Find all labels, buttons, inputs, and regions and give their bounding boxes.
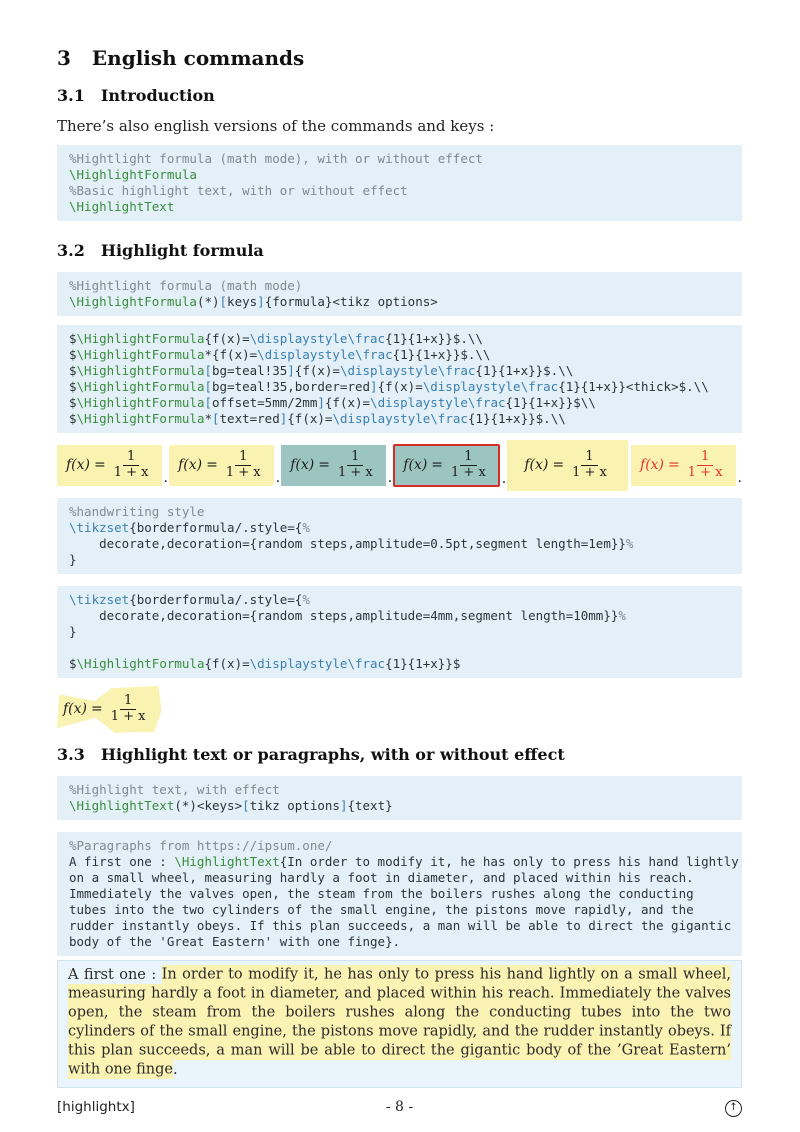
code-line: [69, 782, 730, 798]
fraction-numerator: 1: [347, 450, 363, 466]
math-equals: =: [318, 457, 330, 474]
code-token-grn: \HighlightFormula: [76, 363, 205, 378]
math-fraction: [222, 450, 265, 481]
fraction-numerator: 1: [581, 450, 597, 466]
subsection-number: 3.3: [57, 744, 85, 764]
code-line: [69, 411, 730, 427]
code-token-cmt: %: [618, 607, 626, 623]
code-block-paragraph-source: [57, 832, 742, 956]
code-line: [69, 331, 730, 347]
math-equals: =: [668, 457, 680, 474]
code-line: [69, 656, 730, 672]
code-token-blu: ]: [370, 379, 378, 394]
code-line: [69, 520, 730, 536]
code-token-blk: {text}: [347, 797, 393, 813]
code-token-blk: {f(x)=: [204, 331, 250, 346]
code-line: [69, 347, 730, 363]
math-equals: =: [431, 457, 444, 474]
code-line: [69, 592, 730, 608]
formula-examples-row: [57, 440, 742, 491]
math-lhs: f(x): [524, 457, 549, 474]
formula-box: [57, 445, 162, 486]
highlighted-formula-yellow-starred: [169, 445, 280, 486]
code-token-blk: {1}{1+x}}$\\: [505, 395, 596, 410]
fraction-denominator: 1 + x: [572, 464, 607, 480]
code-token-grn: \HighlightText: [69, 199, 175, 214]
code-line: [69, 552, 730, 568]
code-token-blk: {f(x)=: [377, 379, 423, 394]
code-line: [69, 199, 730, 215]
intro-paragraph: There’s also english versions of the commands and keys :: [57, 117, 495, 135]
math-lhs: f(x): [640, 457, 665, 474]
code-token-grn: \HighlightFormula: [76, 347, 205, 362]
code-line: [69, 167, 730, 183]
code-line: [69, 624, 730, 640]
code-token-blu: \displaystyle\frac: [249, 331, 386, 346]
code-line: [69, 278, 730, 294]
code-token-blu: \displaystyle\frac: [257, 347, 393, 362]
code-token-blu: [: [219, 294, 228, 309]
paragraph-suffix: .: [172, 1061, 178, 1078]
code-line: [69, 608, 730, 624]
highlighted-formula-yellow-offset: [507, 440, 630, 491]
fraction-numerator: 1: [123, 450, 139, 466]
highlighted-formula-teal: [281, 445, 392, 486]
code-token-blk: body of the 'Great Eastern' with one finge}.: [69, 933, 401, 949]
code-token-blk: tubes into the two cylinders of the small engine, the pistons move rapidly, and the: [69, 901, 694, 917]
code-token-blu: \displaystyle\frac: [339, 363, 476, 378]
code-token-blk: Immediately the valves open, the steam from the boilers rushes along the conducting: [69, 885, 694, 901]
math-lhs: f(x): [290, 457, 315, 474]
code-line: [69, 853, 739, 870]
code-block-highlighttext-syntax: [57, 776, 742, 820]
code-token-blk: {In order to modify it, he has only to press his hand lightly: [279, 853, 739, 869]
code-line: [69, 183, 730, 199]
math-equals: =: [91, 701, 103, 718]
math-fraction: [568, 450, 611, 481]
code-line: [69, 536, 730, 552]
code-token-cmt: %handwriting style: [69, 503, 205, 519]
paragraph-prefix: A first one :: [68, 966, 162, 983]
page-footer: [57, 1098, 742, 1117]
code-token-blu: \tikzset: [69, 519, 130, 535]
code-block-handwriting-style: [57, 498, 742, 574]
code-token-blk: }: [69, 551, 77, 567]
formula-box: [169, 445, 274, 486]
trailing-period: .: [163, 469, 168, 486]
code-token-blu: ]: [279, 411, 288, 426]
code-token-blk: rudder instantly obeys. If this plan succeeds, a man will be able to direct the gigantic: [69, 917, 732, 933]
code-line: [69, 504, 730, 520]
math-equals: =: [94, 457, 106, 474]
code-token-blk: *: [204, 411, 212, 426]
math-lhs: f(x): [403, 457, 428, 474]
code-token-grn: \HighlightFormula: [76, 379, 205, 394]
code-token-blu: \displaystyle\frac: [370, 395, 506, 410]
code-token-blk: $: [69, 411, 77, 426]
code-token-blk: {borderformula/.style={: [129, 591, 303, 607]
irregular-highlight-formula-wrap: [57, 686, 742, 732]
code-line: [69, 838, 730, 854]
code-token-blu: [: [242, 797, 250, 813]
code-line: [69, 798, 730, 814]
code-token-blu: \displaystyle\frac: [249, 655, 386, 671]
highlighted-formula-red-text: [631, 445, 742, 486]
code-token-blk: *{f(x)=: [204, 347, 258, 362]
code-token-blk: {f(x)=: [287, 411, 333, 426]
fraction-denominator: 1 + x: [451, 464, 486, 480]
math-fraction: [447, 450, 490, 481]
code-block-english-commands: [57, 145, 742, 221]
code-token-grn: \HighlightFormula: [76, 411, 205, 426]
trailing-period: .: [501, 470, 507, 487]
code-token-blk: }: [69, 623, 77, 639]
trailing-period: .: [387, 469, 393, 486]
code-token-blk: {1}{1+x}}$.\\: [475, 363, 574, 378]
code-token-blk: (*): [196, 294, 220, 309]
code-token-grn: \HighlightFormula: [76, 331, 205, 346]
code-token-blu: \tikzset: [69, 591, 130, 607]
math-fraction: [334, 450, 377, 481]
math-lhs: f(x): [66, 457, 91, 474]
code-token-blk: A first one :: [69, 853, 175, 869]
code-token-cmt: %: [625, 535, 634, 551]
code-token-blu: ]: [317, 395, 325, 410]
code-token-grn: \HighlightText: [174, 853, 280, 869]
code-token-blk: $: [69, 379, 77, 394]
footer-page-number: - 8 -: [385, 1099, 414, 1116]
code-token-blk: on a small wheel, measuring hardly a foot in diameter, and placed within his reach.: [69, 869, 694, 885]
code-line: [69, 918, 730, 934]
code-line: [69, 870, 730, 886]
section-heading: [57, 46, 742, 70]
subsection-number: 3.2: [57, 241, 85, 260]
code-token-grn: \HighlightText: [69, 797, 175, 813]
fraction-numerator: 1: [460, 450, 476, 466]
code-token-blk: decorate,decoration={random steps,amplitude=4mm,segment length=10mm}}: [69, 607, 619, 623]
code-token-blk: $: [69, 347, 77, 362]
code-token-blk: {formula}<tikz options>: [264, 294, 438, 309]
code-token-blk: offset=5mm/2mm: [212, 395, 318, 410]
footer-package-name: [highlightx]: [57, 1099, 135, 1116]
code-token-blk: {1}{1+x}}$.\\: [392, 347, 491, 362]
math-fraction: [110, 450, 153, 481]
section-number: 3: [57, 46, 71, 70]
irregular-highlighted-formula: [57, 686, 162, 733]
trailing-period: .: [737, 469, 742, 486]
math-equals: =: [206, 457, 218, 474]
code-token-cmt: %Paragraphs from https://ipsum.one/: [69, 837, 333, 853]
code-token-blk: text=red: [219, 411, 280, 426]
code-token-blk: {1}{1+x}}<thick>$.\\: [558, 379, 709, 394]
section-title: English commands: [91, 46, 305, 70]
code-block-highlightformula-syntax: [57, 272, 742, 316]
code-token-blu: ]: [287, 363, 295, 378]
formula-box: [393, 444, 500, 487]
code-token-cmt: %: [302, 519, 310, 535]
code-line: [69, 363, 730, 379]
code-token-blk: tikz options: [249, 797, 340, 813]
code-token-blk: (*)<keys>: [174, 797, 243, 813]
fraction-numerator: 1: [120, 694, 136, 710]
code-line: [69, 886, 730, 902]
code-token-cmt: %Highlight text, with effect: [69, 781, 280, 797]
code-line: [69, 379, 730, 395]
code-block-highlightformula-examples: [57, 325, 742, 433]
code-token-blu: [: [204, 379, 212, 394]
code-line: [69, 294, 730, 310]
code-token-grn: \HighlightFormula: [69, 294, 197, 309]
code-token-cmt: %Hightlight formula (math mode): [69, 278, 303, 293]
code-token-blu: ]: [339, 797, 348, 813]
fraction-denominator: 1 + x: [687, 464, 723, 480]
yellow-highlighted-text: In order to modify it, he has only to press his hand lightly on a small wheel, measuring hardly a foot in diameter, and placed within his reach. Immediately the valves open, the steam from the boilers rushes along the conducting tubes into the two cylinders of the small engine, the pistons move rapidly, and the rudder instantly obeys. If this plan succeeds, a man will be able to direct the gigantic body of the ’Great Eastern’ with one finge: [68, 966, 731, 1078]
highlighted-formula-yellow: [57, 445, 168, 486]
fraction-denominator: 1 + x: [113, 464, 149, 480]
code-token-blu: [: [204, 363, 212, 378]
code-token-blu: [: [212, 411, 220, 426]
code-token-blk: {borderformula/.style={: [129, 519, 303, 535]
fraction-denominator: 1 + x: [225, 464, 261, 480]
formula-box: [507, 440, 628, 491]
trailing-period: .: [275, 469, 281, 486]
math-equals: =: [552, 457, 565, 474]
code-token-blk: $: [69, 655, 77, 671]
code-token-blu: \displaystyle\frac: [332, 411, 468, 426]
code-token-blk: {1}{1+x}}$: [385, 655, 461, 671]
fraction-numerator: 1: [697, 450, 713, 466]
code-token-cmt: %Basic highlight text, with or without effect: [69, 183, 408, 198]
code-token-blk: {1}{1+x}}$.\\: [467, 411, 566, 426]
code-token-blk: $: [69, 395, 77, 410]
math-lhs: f(x): [178, 457, 203, 474]
math-lhs: f(x): [63, 701, 88, 718]
code-line: [69, 640, 730, 656]
code-token-blk: bg=teal!35,border=red: [212, 379, 371, 394]
code-token-blk: {f(x)=: [324, 395, 371, 410]
formula-box: [281, 445, 386, 486]
code-line: [69, 902, 730, 918]
code-token-blk: decorate,decoration={random steps,amplitude=0.5pt,segment length=1em}}: [69, 535, 626, 551]
code-token-blk: $: [69, 363, 77, 378]
math-fraction: [684, 450, 727, 481]
code-token-blk: {f(x)=: [294, 363, 340, 378]
math-fraction: [107, 694, 150, 725]
subsection-heading-33: [57, 745, 742, 764]
fraction-numerator: 1: [235, 450, 251, 466]
code-token-grn: \HighlightFormula: [76, 395, 205, 410]
subsection-heading-31: [57, 86, 742, 105]
code-token-cmt: %: [302, 591, 310, 607]
rendered-highlighted-paragraph: [57, 960, 742, 1088]
subsection-number: 3.1: [57, 86, 85, 105]
code-line: [69, 395, 730, 411]
fraction-denominator: 1 + x: [110, 708, 146, 724]
code-token-blu: [: [204, 395, 212, 410]
code-token-blu: \displaystyle\frac: [422, 379, 559, 394]
code-token-blk: bg=teal!35: [212, 363, 288, 378]
code-block-borderformula-large: [57, 586, 742, 678]
subsection-title: Highlight text or paragraphs, with or without effect: [100, 744, 565, 764]
code-token-blk: {1}{1+x}}$.\\: [385, 331, 483, 346]
code-line: [69, 934, 730, 950]
back-to-top-icon[interactable]: ↑: [725, 1100, 742, 1117]
code-line: [69, 151, 730, 167]
subsection-title: Highlight formula: [100, 241, 264, 260]
code-token-grn: \HighlightFormula: [69, 167, 197, 182]
code-token-blu: ]: [257, 294, 265, 309]
code-token-blk: $: [69, 331, 77, 346]
subsection-heading-32: [57, 241, 742, 260]
highlighted-formula-teal-red-border: [393, 444, 506, 487]
formula-box: [631, 445, 736, 486]
code-token-blk: keys: [227, 294, 258, 309]
subsection-title: Introduction: [100, 86, 215, 105]
code-token-grn: \HighlightFormula: [76, 655, 205, 671]
code-token-blk: {f(x)=: [204, 655, 250, 671]
code-token-cmt: %Hightlight formula (math mode), with or without effect: [69, 151, 483, 166]
fraction-denominator: 1 + x: [337, 464, 373, 480]
